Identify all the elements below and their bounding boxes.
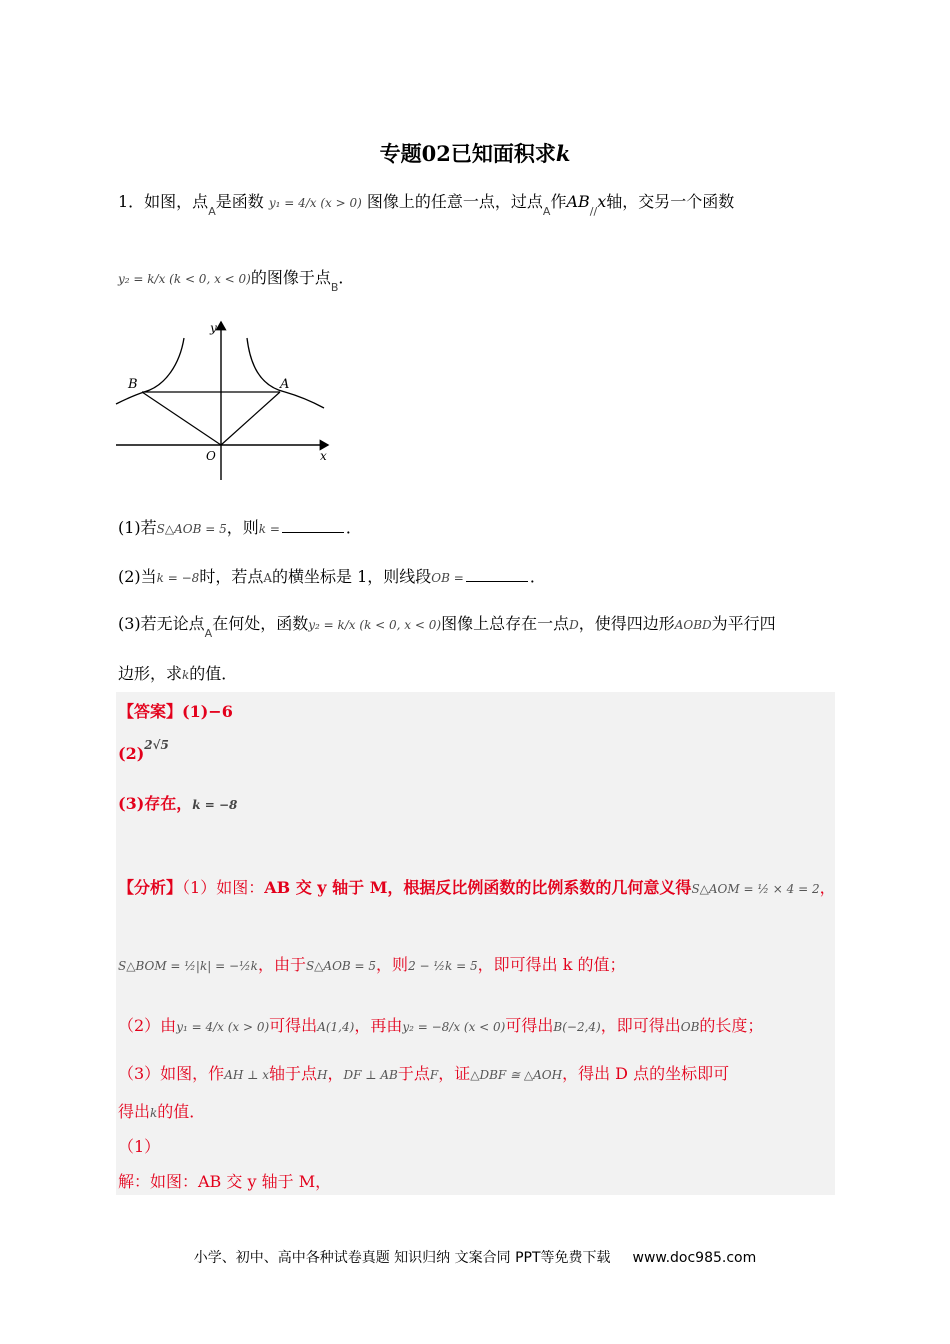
page-footer: 小学、初中、高中各种试卷真题 知识归纳 文案合同 PPT等免费下载 www.doc985.com [193, 1250, 757, 1266]
answer-line-1: 【答案】(1)−6 [118, 702, 233, 721]
point-b-label: B [330, 281, 339, 294]
solution-number: （1） [118, 1137, 161, 1156]
sub-question-1: (1)若S△AOB = 5，则k = ． [118, 518, 362, 537]
function-y2: y₂ = k/x (k < 0, x < 0) [118, 272, 251, 286]
curve-y2 [116, 338, 184, 404]
analysis-line-5: 得出k的值． [118, 1102, 206, 1121]
point-a-label: A [208, 205, 216, 218]
analysis-line-1: 【分析】（1）如图：AB 交 y 轴于 M，根据反比例函数的比例系数的几何意义得S△AOM = ½ × 4 = 2， [118, 878, 836, 897]
function-graph-figure [114, 318, 336, 488]
y-axis-label: y [210, 321, 217, 335]
question-1-line-2: y₂ = k/x (k < 0, x < 0)的图像于点$_B$． [118, 268, 355, 294]
answer-line-3: (3)存在，k = −8 [118, 794, 238, 813]
sub-question-3-line-1: (3)若无论点$_A$在何处，函数y₂ = k/x (k < 0, x < 0)图像上总存在一点D，使得四边形AOBD为平行四 [118, 614, 776, 640]
answer-blank-1 [282, 518, 344, 533]
origin-label: O [206, 449, 216, 463]
page-title: 专题02已知面积求k [379, 141, 571, 166]
function-y1: y₁ = 4/x (x > 0) [268, 196, 362, 210]
point-a-figure-label: A [280, 377, 290, 392]
question-1-line-1: 1．如图，点$_A$是函数 y₁ = 4/x (x > 0) 图像上的任意一点，过点$_A$作$AB_{//}x$轴，交另一个函数 [118, 192, 735, 218]
curve-y1 [247, 338, 324, 408]
point-a-label-2: A [542, 205, 551, 218]
segment-oa [221, 392, 280, 445]
analysis-line-3: （2）由y₁ = 4/x (x > 0)可得出A(1,4)，再由y₂ = −8/x (x < 0)可得出B(−2,4)，即可得出OB的长度； [118, 1016, 764, 1035]
answer-line-2: $(2)^{2√5}$ [118, 738, 169, 763]
sub-question-2: (2)当k = −8时，若点A的横坐标是 1，则线段OB = ． [118, 567, 546, 586]
analysis-line-4: （3）如图，作AH ⊥ x轴于点H，DF ⊥ AB于点F，证△DBF ≅ △AOH，得出 D 点的坐标即可 [118, 1064, 730, 1083]
footer-url[interactable]: www.doc985.com [632, 1250, 757, 1266]
sub-question-3-line-2: 边形，求k的值． [118, 664, 238, 683]
x-axis-label: x [320, 449, 327, 463]
answer-blank-2 [466, 567, 528, 582]
analysis-line-2: S△BOM = ½|k| = −½k，由于S△AOB = 5，则2 − ½k = 5，即可得出 k 的值； [118, 955, 626, 974]
solution-line-1: 解：如图：AB 交 y 轴于 M， [118, 1172, 332, 1191]
title-variable: k [555, 141, 571, 166]
segment-ob [142, 392, 221, 445]
answer-analysis-box [116, 692, 835, 1195]
point-b-figure-label: B [128, 377, 138, 392]
